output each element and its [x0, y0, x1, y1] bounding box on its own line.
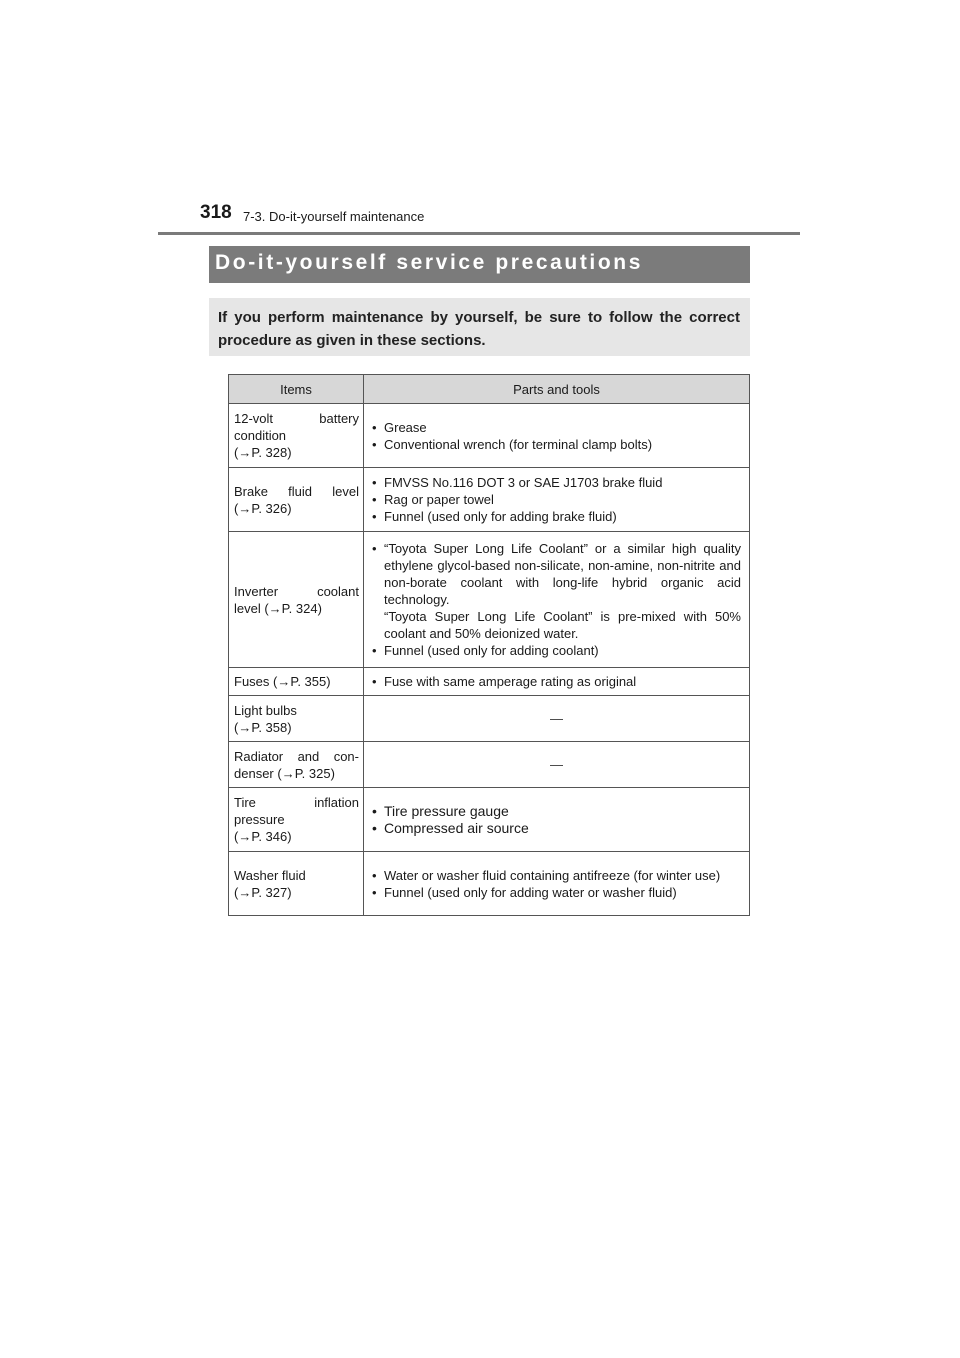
parts-list [372, 540, 741, 659]
intro-text: If you perform maintenance by yourself, be sure to follow the correct procedure as given in these sections. [218, 309, 740, 349]
section-label: 7-3. Do-it-yourself maintenance [243, 209, 425, 224]
parts-cell [364, 742, 750, 788]
not-applicable-dash: — [550, 757, 563, 772]
table-row [229, 742, 750, 788]
table-row [229, 668, 750, 696]
parts-list [372, 867, 741, 901]
header-divider [158, 232, 800, 235]
intro-box [209, 298, 750, 356]
page-title: Do-it-yourself service precautions [215, 251, 643, 274]
parts-list-item: • Funnel (used only for adding coolant) [372, 642, 741, 659]
parts-item-note: “Toyota Super Long Life Coolant” is pre-mixed with 50% coolant and 50% deionized water. [384, 609, 741, 641]
table-row [229, 788, 750, 852]
column-header-parts: Parts and tools [364, 375, 750, 404]
parts-cell [364, 468, 750, 532]
item-cell [229, 696, 364, 742]
table-row [229, 404, 750, 468]
page-reference: (→P. 346) [234, 829, 292, 844]
item-cell [229, 404, 364, 468]
item-cell [229, 532, 364, 668]
parts-cell [364, 696, 750, 742]
parts-list-item: • Funnel (used only for adding water or washer fluid) [372, 884, 741, 901]
parts-cell [364, 788, 750, 852]
parts-list [372, 673, 741, 690]
page-header [200, 202, 800, 232]
table-row [229, 852, 750, 916]
table-row [229, 696, 750, 742]
parts-list-item: • Compressed air source [372, 820, 741, 837]
parts-and-tools-table [228, 374, 750, 916]
parts-list-item [372, 540, 741, 642]
page-reference: (→P. 328) [234, 445, 292, 460]
table-row [229, 468, 750, 532]
item-label-line: Brake fluid level [234, 483, 359, 499]
parts-list-item: • Tire pressure gauge [372, 803, 741, 820]
page-reference: (→P. 358) [234, 719, 292, 735]
parts-list-item: • Conventional wrench (for terminal clamp bolts) [372, 436, 741, 453]
table-row [229, 532, 750, 668]
page-number: 318 [200, 202, 232, 223]
title-bar [209, 246, 750, 283]
item-label-line: Tire inflation [234, 795, 359, 810]
item-label-line: Radiator and con- [234, 748, 359, 764]
column-header-items: Items [229, 375, 364, 404]
parts-list-item: • Water or washer fluid containing antifreeze (for winter use) [372, 867, 741, 884]
parts-list-item: • FMVSS No.116 DOT 3 or SAE J1703 brake fluid [372, 474, 741, 491]
page-reference: (→P. 327) [234, 884, 292, 900]
parts-list-item: • Rag or paper towel [372, 491, 741, 508]
item-cell [229, 468, 364, 532]
item-label-line: Light bulbs [234, 702, 297, 718]
parts-list-item: • Funnel (used only for adding brake fluid) [372, 508, 741, 525]
parts-cell [364, 532, 750, 668]
item-cell [229, 788, 364, 852]
item-cell [229, 668, 364, 696]
item-cell [229, 852, 364, 916]
page-reference: (→P. 326) [234, 500, 292, 516]
parts-cell [364, 668, 750, 696]
parts-list-item: • Fuse with same amperage rating as original [372, 673, 741, 690]
parts-list [372, 803, 741, 837]
item-label-line: 12-volt battery [234, 411, 359, 426]
parts-cell [364, 404, 750, 468]
item-label-line: Washer fluid [234, 867, 306, 883]
item-cell [229, 742, 364, 788]
not-applicable-dash: — [550, 711, 563, 726]
parts-cell [364, 852, 750, 916]
parts-item-text: “Toyota Super Long Life Coolant” or a similar high quality ethylene glycol-based non-silicate, non-amine, non-nitrite and non-borate coolant with long-life hybrid organic acid technology. [384, 541, 741, 607]
item-label-line: pressure [234, 812, 285, 827]
page-reference: denser (→P. 325) [234, 765, 335, 781]
parts-list-item: • Grease [372, 419, 741, 436]
item-label-line: Inverter coolant [234, 583, 359, 599]
parts-list [372, 419, 741, 453]
parts-list [372, 474, 741, 525]
item-label-line: condition [234, 428, 287, 443]
table-header-row [229, 375, 750, 404]
item-label-line: level (→P. 324) [234, 600, 322, 616]
item-label-line: Fuses (→P. 355) [234, 674, 331, 689]
